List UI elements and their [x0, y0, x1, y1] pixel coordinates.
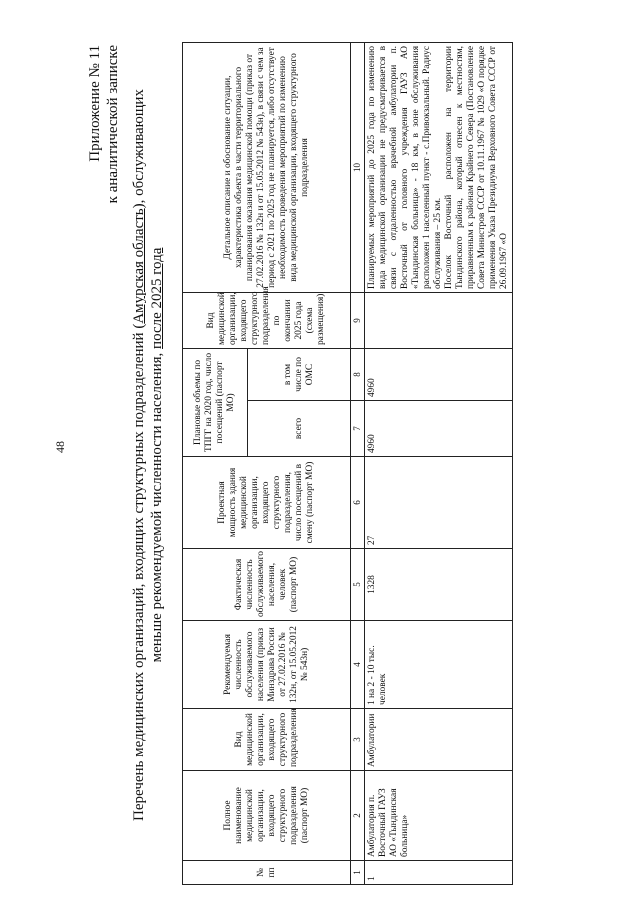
- appendix-line-2: к аналитической записке: [105, 45, 121, 204]
- description-paragraph-1: Планируемых мероприятий до 2025 года по изменению вида медицинской организации не предусматривается в связи с отдаленностью врачебной амбулатории п. Восточный от головного учреждения ГАУЗ АО «Тындинская больница» - 18 км, в зоне обслуживания расположен 1 населенный пункт - с.Привокзальный. Радиус обслуживания – 25 км.: [367, 46, 443, 289]
- column-number: 6: [351, 457, 365, 549]
- row-description: [365, 43, 513, 293]
- header-planned-total: всего: [248, 401, 351, 457]
- title-line-1: [130, 35, 148, 875]
- title-line-2: [148, 35, 166, 875]
- row-actual: 1328: [365, 549, 513, 621]
- title-part-2: ), обслуживающих: [131, 89, 147, 209]
- title-line-2-underlined: после 2025 года: [149, 247, 165, 349]
- header-planned-volumes: Плановые объемы по ТПГГ на 2020 год, число посещений (паспорт МО): [183, 349, 248, 457]
- header-row-1: [183, 43, 248, 885]
- header-recommended-population: Рекомендуемая численность обслуживаемого населения (приказ Минздрава России от 27.02.2016 № 132н, от 15.05.2012 № 543н): [183, 621, 351, 709]
- row-plan-oms: 4960: [365, 349, 513, 401]
- rotated-sheet: [82, 25, 602, 885]
- description-paragraph-2: Поселок Восточный расположен на территории Тындинского района, который отнесен к местностям, приравненным к районам Крайнего Севера (Постановление Совета Министров СССР от 10.11.1967 № 1029 «О порядке применения Указа Президиума Верховного Совета СССР от 26.09.1967 «О: [444, 46, 509, 289]
- header-actual-population: Фактическая численность обслуживаемого населения, человек (паспорт МО): [183, 549, 351, 621]
- header-design-capacity: Проектная мощность здания медицинской организации, входящего структурного подразделения, число посещений в смену (паспорт МО): [183, 457, 351, 549]
- header-description: Детальное описание и обоснование ситуации, характеристика объекта в части территориального планирования оказания медицинской помощи (приказ от 27.02.2016 № 132н и от 15.05.2012 № 543н), в связи с чем за период с 2021 по 2025 год не планируется, либо отсутствует необходимость проведения мероприятий по изменению вида медицинской организации, входящего структурного подразделения: [183, 43, 351, 293]
- appendix-line-1: Приложение № 11: [87, 45, 103, 162]
- column-number: 2: [351, 771, 365, 861]
- column-number: 3: [351, 709, 365, 771]
- column-number: 10: [351, 43, 365, 293]
- row-org-kind: Амбулатории: [365, 709, 513, 771]
- appendix-caption: [86, 45, 122, 203]
- row-org-name: Амбулатория п. Восточный ГАУЗ АО «Тындинская больница»: [365, 771, 513, 861]
- header-kind-after-2025: Вид медицинской организации, входящего структурного подразделения по окончании 2025 года (схема размещения): [183, 293, 351, 349]
- column-number: 9: [351, 293, 365, 349]
- title-line-2a: меньше рекомендуемой численности населения,: [149, 348, 165, 663]
- document-title: [130, 35, 166, 875]
- title-region: Амурская область: [131, 208, 147, 324]
- header-org-kind: Вид медицинской организации, входящего структурного подразделения: [183, 709, 351, 771]
- row-plan-total: 4960: [365, 401, 513, 457]
- header-planned-oms: в том числе по ОМС: [248, 349, 351, 401]
- column-number: 8: [351, 349, 365, 401]
- column-number: 5: [351, 549, 365, 621]
- column-number: 1: [351, 861, 365, 885]
- column-number: 4: [351, 621, 365, 709]
- table-row: [365, 43, 513, 885]
- row-recommended: 1 на 2 - 10 тыс. человек: [365, 621, 513, 709]
- column-number: 7: [351, 401, 365, 457]
- header-full-name: Полное наименование медицинской организации, входящего структурного подразделения (паспорт МО): [183, 771, 351, 861]
- organizations-table: [182, 42, 513, 885]
- header-number: № пп: [183, 861, 351, 885]
- row-number: 1: [365, 861, 513, 885]
- row-capacity: 27: [365, 457, 513, 549]
- row-kind-2025: [365, 293, 513, 349]
- column-numbers-row: [351, 43, 365, 885]
- title-part-1: Перечень медицинских организаций, входящих структурных подразделений (: [131, 323, 147, 821]
- page-number: 48: [53, 441, 67, 453]
